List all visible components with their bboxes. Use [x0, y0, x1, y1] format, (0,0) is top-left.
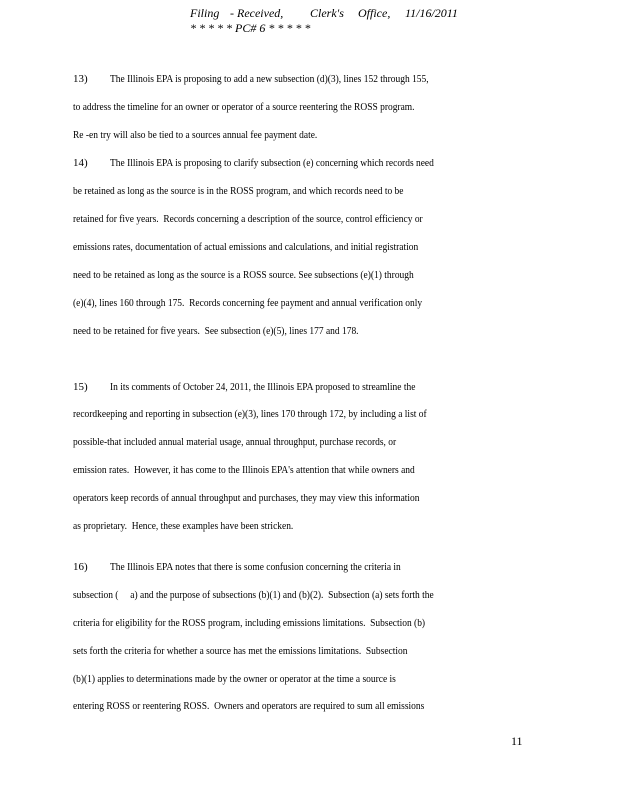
paragraph-line: need to be retained as long as the source is a ROSS source. See subsections (e)(1) through: [73, 269, 414, 281]
header-office: Office,: [358, 6, 391, 20]
paragraph-number: 15): [73, 381, 88, 393]
paragraph-line: possible-that included annual material usage, annual throughput, purchase records, or: [73, 436, 397, 448]
paragraph-line: emissions rates, documentation of actual emissions and calculations, and initial registration: [73, 241, 419, 253]
paragraph-line: emission rates. However, it has come to the Illinois EPA's attention that while owners and: [73, 464, 415, 476]
paragraph-line: Re -en try will also be tied to a sources annual fee payment date.: [73, 129, 318, 141]
header-date: 11/16/2011: [405, 6, 458, 20]
header-received: - Received,: [230, 6, 284, 20]
paragraph-line: need to be retained for five years. See subsection (e)(5), lines 177 and 178.: [73, 325, 359, 337]
header-pc-number: * * * * * PC# 6 * * * * *: [190, 21, 311, 35]
paragraph-line: (b)(1) applies to determinations made by the owner or operator at the time a source is: [73, 673, 396, 685]
header-clerks: Clerk's: [310, 6, 344, 20]
paragraph-lead: In its comments of October 24, 2011, the Illinois EPA proposed to streamline the: [110, 381, 416, 393]
paragraph-line: criteria for eligibility for the ROSS program, including emissions limitations. Subsection (b): [73, 617, 426, 629]
paragraph-line: sets forth the criteria for whether a source has met the emissions limitations. Subsection: [73, 645, 408, 657]
paragraph-line: retained for five years. Records concerning a description of the source, control efficiency or: [73, 213, 423, 225]
paragraph-line: as proprietary. Hence, these examples have been stricken.: [73, 520, 294, 532]
paragraph-number: 13): [73, 73, 88, 85]
paragraph-lead: The Illinois EPA is proposing to add a new subsection (d)(3), lines 152 through 155,: [110, 73, 429, 85]
paragraph-line: (e)(4), lines 160 through 175. Records concerning fee payment and annual verification only: [73, 297, 423, 309]
paragraph-number: 14): [73, 157, 88, 169]
paragraph-line: entering ROSS or reentering ROSS. Owners and operators are required to sum all emissions: [73, 700, 425, 712]
header-filing: Filing: [190, 6, 220, 20]
paragraph-lead: The Illinois EPA notes that there is some confusion concerning the criteria in: [110, 561, 401, 573]
paragraph-line: to address the timeline for an owner or operator of a source reentering the ROSS program.: [73, 101, 415, 113]
paragraph-number: 16): [73, 561, 88, 573]
paragraph-line: be retained as long as the source is in the ROSS program, and which records need to be: [73, 185, 404, 197]
paragraph-line: recordkeeping and reporting in subsection (e)(3), lines 170 through 172, by including a list of: [73, 408, 427, 420]
paragraph-line: operators keep records of annual throughput and purchases, they may view this information: [73, 492, 420, 504]
paragraph-line: subsection ( a) and the purpose of subsections (b)(1) and (b)(2). Subsection (a) sets forth the: [73, 589, 434, 601]
page-number: 11: [511, 734, 523, 748]
paragraph-lead: The Illinois EPA is proposing to clarify subsection (e) concerning which records need: [110, 157, 434, 169]
